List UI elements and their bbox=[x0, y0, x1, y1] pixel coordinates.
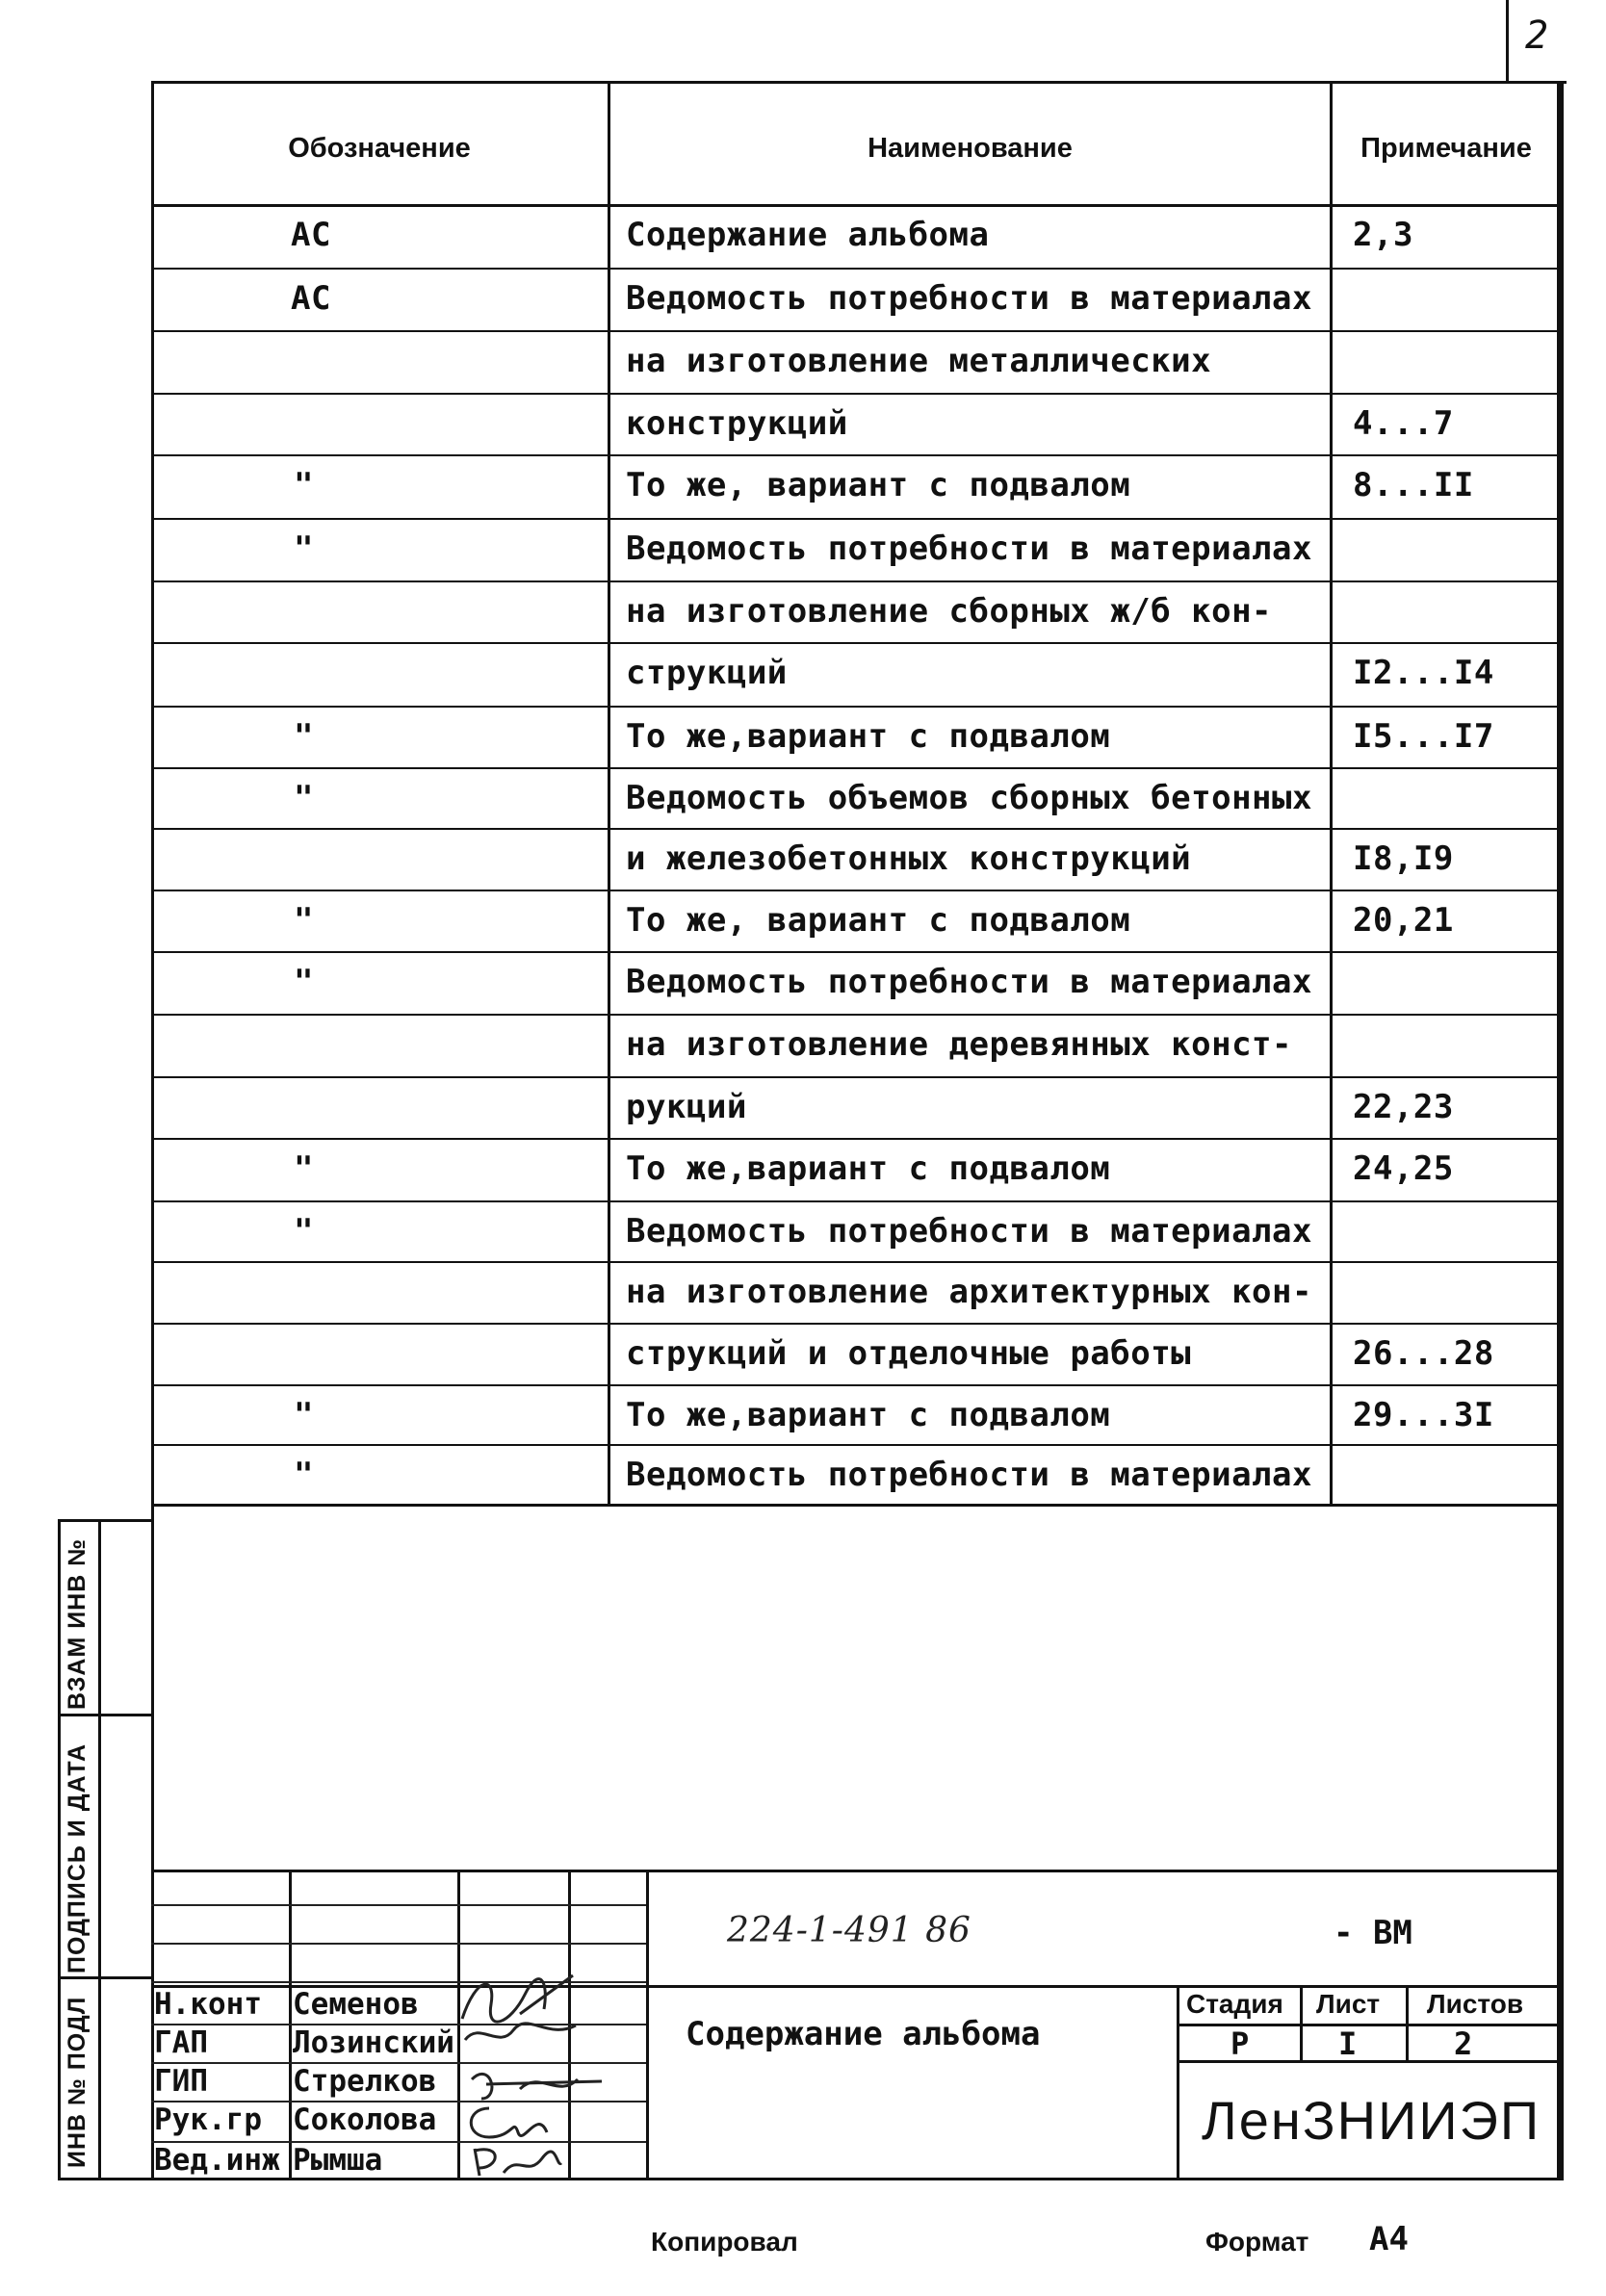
row-name: на изготовление деревянных конст- bbox=[626, 1025, 1293, 1064]
row-note: 29...3I bbox=[1353, 1396, 1494, 1434]
signature-lozinsky bbox=[460, 2016, 595, 2054]
row-note: 22,23 bbox=[1353, 1088, 1454, 1126]
row-name: То же,вариант с подвалом bbox=[626, 1396, 1111, 1434]
table-row-line bbox=[151, 1076, 1560, 1078]
sheets-label: Листов bbox=[1427, 1989, 1524, 2019]
row-name: на изготовление архитектурных кон- bbox=[626, 1273, 1312, 1311]
stamp-col-line bbox=[1406, 1985, 1409, 2062]
header-note: Примечание bbox=[1360, 133, 1532, 164]
side-label-signature-date: ПОДПИСЬ И ДАТА bbox=[64, 1742, 91, 1974]
side-label-inv-podl: ИНВ № ПОДЛ bbox=[64, 1996, 91, 2168]
row-designation: " bbox=[294, 1456, 314, 1494]
table-row-line bbox=[151, 951, 1560, 953]
binding-strip-row-line bbox=[58, 1714, 154, 1716]
doc-code: 224-1-491 86 bbox=[727, 1911, 971, 1950]
row-name: на изготовление сборных ж/б кон- bbox=[626, 592, 1273, 631]
stage-value: Р bbox=[1230, 2025, 1250, 2062]
table-row-line bbox=[151, 642, 1560, 644]
table-row-line bbox=[151, 1384, 1560, 1386]
table-row-line bbox=[151, 828, 1560, 830]
header-name: Наименование bbox=[868, 133, 1073, 164]
staff-role: ГАП bbox=[154, 2025, 208, 2060]
table-row-line bbox=[151, 1261, 1560, 1263]
staff-role: Рук.гр bbox=[154, 2103, 262, 2137]
staff-role: Н.конт bbox=[154, 1987, 262, 2022]
sheets-value: 2 bbox=[1454, 2025, 1473, 2062]
organization-name: ЛенЗНИИЭП bbox=[1202, 2090, 1541, 2151]
row-name: и железобетонных конструкций bbox=[626, 839, 1192, 878]
row-designation: АС bbox=[291, 216, 331, 254]
staff-role: Вед.инж bbox=[154, 2143, 280, 2178]
table-row-line bbox=[151, 1200, 1560, 1202]
row-name: Ведомость потребности в материалах bbox=[626, 1456, 1312, 1494]
table-row-line bbox=[151, 1504, 1560, 1506]
row-name: струкций bbox=[626, 654, 788, 692]
table-row-line bbox=[151, 1323, 1560, 1325]
binding-strip-row-line bbox=[58, 1976, 154, 1979]
table-row-line bbox=[151, 330, 1560, 332]
signature-rymsha bbox=[460, 2139, 566, 2182]
row-name: Ведомость потребности в материалах bbox=[626, 279, 1312, 318]
staff-role: ГИП bbox=[154, 2064, 208, 2099]
row-note: 2,3 bbox=[1353, 216, 1413, 254]
table-header-divider bbox=[151, 204, 1560, 207]
doc-suffix: - ВМ bbox=[1334, 1914, 1412, 1952]
row-name: То же, вариант с подвалом bbox=[626, 901, 1131, 940]
stage-label: Стадия bbox=[1186, 1989, 1283, 2019]
row-name: То же,вариант с подвалом bbox=[626, 717, 1111, 756]
row-designation: " bbox=[294, 717, 314, 756]
table-row-line bbox=[151, 518, 1560, 520]
title-block-row bbox=[151, 1904, 646, 1906]
row-note: I8,I9 bbox=[1353, 839, 1454, 878]
row-name: Ведомость объемов сборных бетонных bbox=[626, 779, 1312, 817]
stamp-col-line bbox=[1300, 1985, 1303, 2062]
row-note: 26...28 bbox=[1353, 1334, 1494, 1373]
sheet-label: Лист bbox=[1316, 1989, 1381, 2019]
row-note: 24,25 bbox=[1353, 1149, 1454, 1188]
row-name: конструкций bbox=[626, 404, 848, 443]
row-designation: " bbox=[294, 1212, 314, 1251]
staff-name: Семенов bbox=[293, 1987, 419, 2022]
row-note: 20,21 bbox=[1353, 901, 1454, 940]
row-designation: " bbox=[294, 466, 314, 504]
table-row-line bbox=[151, 580, 1560, 582]
table-row-line bbox=[151, 767, 1560, 769]
footer-format-value: А4 bbox=[1369, 2220, 1409, 2258]
row-name: Ведомость потребности в материалах bbox=[626, 529, 1312, 568]
table-col-divider bbox=[1330, 81, 1333, 1506]
row-designation: " bbox=[294, 1396, 314, 1434]
row-note: I2...I4 bbox=[1353, 654, 1494, 692]
row-designation: АС bbox=[291, 279, 331, 318]
staff-name: Стрелков bbox=[293, 2064, 437, 2099]
sheet-value: I bbox=[1338, 2025, 1358, 2062]
row-note: I5...I7 bbox=[1353, 717, 1494, 756]
row-name: Ведомость потребности в материалах bbox=[626, 963, 1312, 1001]
table-row-line bbox=[151, 1014, 1560, 1016]
table-row-line bbox=[151, 268, 1560, 270]
row-designation: " bbox=[294, 901, 314, 940]
document-title: Содержание альбома bbox=[686, 2015, 1041, 2053]
row-name: Ведомость потребности в материалах bbox=[626, 1212, 1312, 1251]
page-number: 2 bbox=[1525, 13, 1549, 58]
row-name: То же,вариант с подвалом bbox=[626, 1149, 1111, 1188]
sheet-frame bbox=[151, 81, 1560, 2180]
title-block-row bbox=[151, 1943, 646, 1945]
row-designation: " bbox=[294, 529, 314, 568]
staff-name: Лозинский bbox=[293, 2025, 454, 2060]
staff-name: Соколова bbox=[293, 2103, 437, 2137]
row-note: 8...II bbox=[1353, 466, 1474, 504]
row-name: Содержание альбома bbox=[626, 216, 990, 254]
footer-copied: Копировал bbox=[651, 2227, 798, 2257]
row-name: на изготовление металлических bbox=[626, 342, 1212, 380]
header-designation: Обозначение bbox=[288, 133, 471, 164]
side-label-inv-zam: ВЗАМ ИНВ № bbox=[64, 1537, 91, 1710]
footer-format-label: Формат bbox=[1205, 2227, 1309, 2257]
table-col-divider bbox=[608, 81, 610, 1506]
row-name: То же, вариант с подвалом bbox=[626, 466, 1131, 504]
staff-name: Рымша bbox=[293, 2143, 383, 2178]
row-note: 4...7 bbox=[1353, 404, 1454, 443]
row-name: струкций и отделочные работы bbox=[626, 1334, 1192, 1373]
table-row-line bbox=[151, 1444, 1560, 1446]
binding-strip-divider bbox=[98, 1519, 101, 2180]
table-row-line bbox=[151, 454, 1560, 456]
table-row-line bbox=[151, 393, 1560, 395]
row-designation: " bbox=[294, 779, 314, 817]
table-row-line bbox=[151, 1138, 1560, 1140]
row-name: рукций bbox=[626, 1088, 747, 1126]
table-row-line bbox=[151, 706, 1560, 708]
stamp-divider bbox=[1177, 1985, 1179, 2180]
row-designation: " bbox=[294, 1149, 314, 1188]
title-block-col bbox=[646, 1870, 649, 2180]
table-row-line bbox=[151, 890, 1560, 891]
row-designation: " bbox=[294, 963, 314, 1001]
frame-right-edge bbox=[1558, 81, 1564, 2180]
title-block-top bbox=[151, 1870, 1560, 1872]
